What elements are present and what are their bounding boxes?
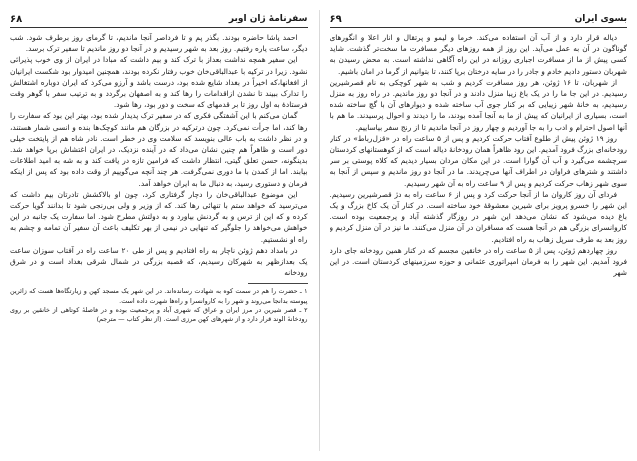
left-page (10, 14, 308, 453)
right-running-title: بسوی ایران (574, 14, 627, 24)
right-paragraph-3: روز ۱۹ ژوئن پیش از طلوع آفتاب حرکت کردیم و پس از ۵ ساعت راه در «قزل‌رباط» در کنار رودخانه‌ای بزرگ فرود آمدیم. این رود ظاهراً همان رودخانهٔ دیاله است که از کوهستانهای کردستان سرچشمه می‌گیرد و آب آن گوارا است. در این مکان مردان بسیار دیدیم که کلاه پوستی بر سر داشتند و شترهای فراوان در اطراف آنها می‌چریدند. ما در آنجا دو روز ماندیم و سپس از آنجا به سوی شهر زهاب حرکت کردیم و پس از ۹ ساعت راه به آن شهر رسیدیم. (329, 133, 627, 188)
left-paragraph-1: احمد پاشا حاضره بودند. بگذر پم و تا فرداصر آنجا ماندیم، تا گرمای روز برطرف شود. شب دیگر، ساعت یاره رفتیم. روز بعد به شهر رسیدیم و در آنجا دو روز ماندیم تا سفیر ترک برسد. (10, 33, 308, 54)
right-paragraph-1: دیاله قرار دارد و از آب آن استفاده می‌کند. خرما و لیمو و پرتقال و انار اعلا و انگورهای گوناگون در آن به عمل می‌آید. این روز از همه روزهای دیگر مسافرت ما سخت‌تر گذشت. شاید کسی پیش از ما از مسافرت اجباری روزانه در این راه آگاهی نداشته است. به محض رسیدن به شهربان دستور دادیم خادم و جادر را در سایه درختان برپا کنند، تا بتوانیم از گرما در امان باشیم. (329, 33, 627, 76)
left-paragraph-2: این سفیر همچه نداشت بعداز با ترک کند و بیم داشت که مبادا در ایران از وی خوب پذیرائی نشود. زیرا در ترکیه با عبدالباقی‌خان خوب رفتار نکرده بودند، همچنین امیدوار بود شکست ایرانیان از افغانها،که اخیراً در بغداد شایع شده بود، درست باشد و آرزو می‌کرد که ایران دوباره اشتغالش را تدارک ببیند تا نشدن ازاقدامات را رها کند و به اصفهان برگردد و به ترتیب سفر با گوهر وقت فرستادهٔ به اول روز تا بر قدمهای که سخت و دور بود، رها شود. (10, 55, 308, 110)
left-paragraph-4: این موضوع عبدالباقی‌خان را دچار گرفتاری کرد، چون او بالاکشش تادرتان بیم داشت که می‌ترسید که خواهد ستم با تنهائی رها کند. که از وزیر و ولی بی‌رنجی شود تا بدانند گویا حرکت کرده و که این از ترس و به گردنش بیاورد و به دولتش مطرح شود. اما سفارت یک جانبه در این خواهش می‌خواهد را جلوگیر که تنهایی در نیمی از بهر تکلیف باعث آن سفیر آن تمامه و چشم به راه او نشستیم. (10, 189, 308, 244)
left-page-number: ۶۸ (10, 14, 23, 25)
footnote-divider (248, 283, 308, 284)
right-paragraph-2: از شهربان، تا ۱۶ ژوئن، هر روز مسافرت کردیم و شب به شهر کوچکی به نام قصرشیرین رسیدیم. در این جا ما را در یک باغ زیبا منزل دادند و در آنجا دو روز ماندیم. در راه روز به منزل رسیدیم، به خانهٔ شهر زیبایی که بر کنار جوی آب ساخته شده و دیوارهای آن با گچ ساخته شده است، بسیاری از ایرانیان که پیش از ما به آنجا آمده بودند، ما را دیدند و احوال پرسیدند. ما هم با آنها اصول احترام و ادب را به جا آوردیم و چهار روز در آنجا ماندیم تا از رنج سفر بیاساییم. (329, 77, 627, 132)
left-footnote-2: ۲ ـ قصر شیرین در مرز ایران و عراق که شهری آباد و پرجمعیت بوده و در فاصلهٔ کوتاهی از خانقین بر روی رودخانهٔ الوند قرار دارد و از شهرهای کهن مرزی است. (از نظر کتاب — مترجم) (10, 305, 308, 324)
right-page (330, 14, 628, 453)
left-running-title: سفرنامهٔ ژان اوبر (228, 14, 308, 24)
left-footnote-1: ۱ ـ حضرت را هم در سمت کوه به شهادت رسانده‌اند. در این شهر یک مسجد کهن و زیارتگاه‌ها هست که زائرین پیوسته بدانجا می‌روند و شهر را به کاروانسرا و راه‌ها شهرت داده است. (10, 287, 308, 305)
left-page-header (10, 14, 308, 28)
right-page-header (330, 14, 628, 28)
page-gutter (319, 10, 320, 451)
right-page-number: ۶۹ (329, 14, 342, 25)
left-footnotes (10, 287, 308, 324)
left-paragraph-3: گمان می‌کنم با این آشفتگی فکری که در سفیر ترک پدیدار شده بود، بهتر این بود که سفارت را رها کند، اما جرأت نمی‌کرد. چون درترکیه در بزرگان هم مانند کوچک‌ها بنده و انسی شمار هستند، و در نظر داشت به باب عالی بنویسد که سلامت وی در خطر است. نادر شاه هم از پایتخت خیلی دور است و ظاهراً هم چنین نشان می‌داد که در آینده نزدیک، در ایران اغتشاش برپا خواهد شد. بدینگونه، حسن تعلق گیتی، انتظار داشت که فرامین تازه در یافت کند و به شه به امید اطلاعات بیابند. اما از کمدن با ما دوری نمی‌گرفت. هر چند آنچه می‌گوییم از وقت داده بود که پس از اینکه فرمان و دستوری رسید، به دنبال ما به ایران خواهد آمد. (10, 111, 308, 188)
right-paragraph-5: روز چهاردهم ژوئن، پس از ۵ ساعت راه در خانقین مجسم که در کنار همین رودخانه جای دارد فرود آمدیم. این شهر را به فرمان امپراتوری عثمانی و حوزه سرزمینهای کردستان است. در این شهر (329, 245, 627, 278)
left-paragraph-5: در بامداد دهم ژوئن ناچار به راه افتادیم و پس از طی ۲۰ ساعت راه در آفتاب سوزان ساعت یک بعدازظهر به شهرکان رسیدیم، که قصبه بزرگی در شمال شرقی بغداد است و در شرق رودخانه (10, 245, 308, 278)
right-paragraph-4: فردای آن روز کاروان ما از آنجا حرکت کرد و پس از ۶ ساعت راه به دژ قصرشیرین رسیدیم. این شهر را خسرو پرویز برای شیرین معشوقهٔ خود ساخته است. در کنار آن یک کاخ بزرگ و یک باغ دیده می‌شود که نشان می‌دهد این شهر در روزگار گذشته آباد و پرجمعیت بوده است. کاروانسرای بزرگی هم در آنجا هست که مسافران در آن منزل می‌کنند. ما نیز در آن منزل کردیم و روز بعد به طرف سرپل زهاب به راه افتادیم. (329, 189, 627, 244)
